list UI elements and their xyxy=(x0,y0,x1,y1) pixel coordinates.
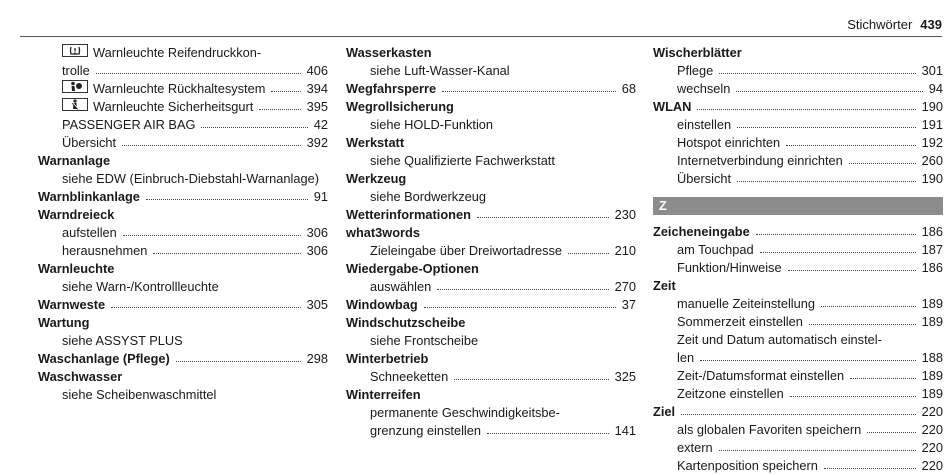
entry-text: Waschwasser xyxy=(38,369,123,384)
leader-dots xyxy=(719,440,916,451)
index-subentry xyxy=(38,134,328,152)
page-ref: 91 xyxy=(313,189,328,204)
index-subentry xyxy=(653,421,943,439)
page-ref: 191 xyxy=(921,117,943,132)
index-subentry xyxy=(346,368,636,386)
index-subentry xyxy=(653,349,943,367)
leader-dots xyxy=(786,135,915,146)
entry-text: Warnleuchte Sicherheitsgurt xyxy=(93,99,254,114)
leader-dots xyxy=(824,458,916,469)
entry-text: WLAN xyxy=(653,99,692,114)
entry-text: Warnleuchte Rückhaltesystem xyxy=(93,81,266,96)
entry-text: auswählen xyxy=(370,279,432,294)
page-ref: 189 xyxy=(921,314,943,329)
leader-dots xyxy=(681,404,916,415)
index-entry xyxy=(38,314,328,332)
leader-dots xyxy=(487,423,609,434)
index-entry xyxy=(653,277,943,295)
leader-dots xyxy=(271,81,300,92)
index-subentry xyxy=(38,224,328,242)
entry-text: siehe Luft-Wasser-Kanal xyxy=(370,63,510,78)
entry-text: als globalen Favoriten speichern xyxy=(677,422,862,437)
index-entry xyxy=(38,260,328,278)
index-subentry xyxy=(653,116,943,134)
index-entry xyxy=(346,296,636,314)
page-ref: 260 xyxy=(921,153,943,168)
entry-text: Funktion/Hinweise xyxy=(677,260,782,275)
page-ref: 190 xyxy=(921,171,943,186)
index-subentry xyxy=(38,80,328,98)
letter-divider-z: Z xyxy=(653,197,943,215)
entry-text: Warnanlage xyxy=(38,153,111,168)
entry-text: siehe Bordwerkzeug xyxy=(370,189,486,204)
entry-text: Zeit-/Datumsformat einstellen xyxy=(677,368,845,383)
index-entry xyxy=(346,80,636,98)
entry-text: Wasserkasten xyxy=(346,45,432,60)
entry-text: Waschanlage (Pflege) xyxy=(38,351,170,366)
leader-dots xyxy=(454,369,608,380)
entry-text: Winterbetrieb xyxy=(346,351,429,366)
entry-text: herausnehmen xyxy=(62,243,148,258)
index-subentry xyxy=(653,313,943,331)
index-entry xyxy=(38,152,328,170)
entry-text: Internetverbindung einrichten xyxy=(677,153,843,168)
leader-dots xyxy=(697,99,915,110)
page-ref: 230 xyxy=(614,207,636,222)
entry-text: Wischerblätter xyxy=(653,45,742,60)
index-subentry xyxy=(346,332,636,350)
entry-text: siehe Qualifizierte Fachwerkstatt xyxy=(370,153,555,168)
leader-dots xyxy=(259,99,300,110)
page-ref: 192 xyxy=(921,135,943,150)
page-ref: 394 xyxy=(306,81,328,96)
entry-text: Warnweste xyxy=(38,297,106,312)
index-subentry xyxy=(653,80,943,98)
leader-dots xyxy=(424,297,616,308)
entry-text: Zeit xyxy=(653,278,676,293)
index-entry xyxy=(38,296,328,314)
page-ref: 68 xyxy=(621,81,636,96)
index-subentry xyxy=(346,188,636,206)
page-ref: 210 xyxy=(614,243,636,258)
index-subentry xyxy=(346,422,636,440)
index-entry xyxy=(346,170,636,188)
entry-text: Windowbag xyxy=(346,297,418,312)
index-subentry xyxy=(653,62,943,80)
index-subentry xyxy=(346,152,636,170)
page-ref: 220 xyxy=(921,458,943,473)
index-entry xyxy=(346,134,636,152)
seatbelt-icon xyxy=(62,98,88,111)
index-subentry xyxy=(38,242,328,260)
page-ref: 220 xyxy=(921,404,943,419)
leader-dots xyxy=(96,63,301,74)
entry-text: Warnblinkanlage xyxy=(38,189,140,204)
index-subentry xyxy=(346,404,636,422)
index-entry xyxy=(346,206,636,224)
page-ref: 392 xyxy=(306,135,328,150)
entry-text: Schneeketten xyxy=(370,369,449,384)
leader-dots xyxy=(719,63,915,74)
index-subentry xyxy=(653,385,943,403)
page-ref: 298 xyxy=(306,351,328,366)
leader-dots xyxy=(477,207,609,218)
entry-text: Werkstatt xyxy=(346,135,405,150)
leader-dots xyxy=(111,297,301,308)
index-entry xyxy=(38,188,328,206)
index-column-2 xyxy=(346,44,636,440)
leader-dots xyxy=(850,368,916,379)
entry-text: extern xyxy=(677,440,713,455)
index-list-z xyxy=(653,223,943,475)
page-ref: 189 xyxy=(921,368,943,383)
index-subentry xyxy=(653,367,943,385)
entry-text: Pflege xyxy=(677,63,714,78)
index-subentry xyxy=(653,331,943,349)
page-ref: 189 xyxy=(921,386,943,401)
index-subentry xyxy=(38,62,328,80)
page-ref: 186 xyxy=(921,260,943,275)
page-ref: 325 xyxy=(614,369,636,384)
page-ref: 189 xyxy=(921,296,943,311)
index-entry xyxy=(346,44,636,62)
leader-dots xyxy=(756,224,916,235)
page-ref: 306 xyxy=(306,225,328,240)
entry-text: siehe HOLD-Funktion xyxy=(370,117,494,132)
page-header xyxy=(20,12,942,37)
index-entry xyxy=(653,403,943,421)
index-subentry xyxy=(653,457,943,475)
index-entry xyxy=(346,314,636,332)
entry-text: Windschutzscheibe xyxy=(346,315,466,330)
index-subentry xyxy=(346,242,636,260)
leader-dots xyxy=(849,153,916,164)
index-subentry xyxy=(38,278,328,296)
index-subentry xyxy=(653,439,943,457)
index-entry xyxy=(38,368,328,386)
entry-text: Wiedergabe-Optionen xyxy=(346,261,479,276)
entry-text: siehe Warn-/Kontrollleuchte xyxy=(62,279,219,294)
entry-text: Warndreieck xyxy=(38,207,115,222)
entry-text: Warnleuchte Reifendruckkon- xyxy=(93,45,262,60)
index-subentry xyxy=(38,170,328,188)
index-subentry xyxy=(653,241,943,259)
index-subentry xyxy=(653,152,943,170)
page-ref: 141 xyxy=(614,423,636,438)
entry-text: siehe Frontscheibe xyxy=(370,333,479,348)
index-subentry xyxy=(653,134,943,152)
entry-text: Wartung xyxy=(38,315,90,330)
leader-dots xyxy=(700,350,916,361)
entry-text: Ziel xyxy=(653,404,676,419)
leader-dots xyxy=(123,225,301,236)
page-ref: 186 xyxy=(921,224,943,239)
index-entry xyxy=(653,98,943,116)
entry-text: Zeit und Datum automatisch einstel- xyxy=(677,332,882,347)
leader-dots xyxy=(760,242,916,253)
index-entry xyxy=(38,206,328,224)
page-ref: 301 xyxy=(921,63,943,78)
index-subentry xyxy=(653,170,943,188)
leader-dots xyxy=(201,117,307,128)
entry-text: Hotspot einrichten xyxy=(677,135,781,150)
index-subentry xyxy=(38,386,328,404)
leader-dots xyxy=(146,189,308,200)
index-entry xyxy=(346,98,636,116)
leader-dots xyxy=(821,296,916,307)
index-entry xyxy=(653,44,943,62)
page-ref: 406 xyxy=(306,63,328,78)
leader-dots xyxy=(737,171,916,182)
index-subentry xyxy=(653,295,943,313)
index-subentry xyxy=(346,116,636,134)
index-subentry xyxy=(653,259,943,277)
entry-text: wechseln xyxy=(677,81,731,96)
page-ref: 37 xyxy=(621,297,636,312)
leader-dots xyxy=(437,279,608,290)
entry-text: Warnleuchte xyxy=(38,261,115,276)
entry-text: grenzung einstellen xyxy=(370,423,481,438)
page-ref: 190 xyxy=(921,99,943,114)
entry-text: Kartenposition speichern xyxy=(677,458,818,473)
page-ref: 270 xyxy=(614,279,636,294)
leader-dots xyxy=(737,117,916,128)
index-subentry xyxy=(38,116,328,134)
leader-dots xyxy=(153,243,300,254)
page-ref: 42 xyxy=(313,117,328,132)
entry-text: Zieleingabe über Dreiwortadresse xyxy=(370,243,563,258)
leader-dots xyxy=(788,260,916,271)
index-column-3 xyxy=(653,44,943,475)
entry-text: siehe Scheibenwaschmittel xyxy=(62,387,217,402)
index-entry xyxy=(653,223,943,241)
section-title: Stichwörter xyxy=(847,16,913,32)
leader-dots xyxy=(568,243,609,254)
entry-text: len xyxy=(677,350,695,365)
entry-text: Wegrollsicherung xyxy=(346,99,454,114)
page-number: 439 xyxy=(920,16,942,32)
page-ref: 220 xyxy=(921,422,943,437)
leader-dots xyxy=(809,314,916,325)
tire-pressure-icon xyxy=(62,44,88,57)
entry-text: Werkzeug xyxy=(346,171,407,186)
entry-text: permanente Geschwindigkeitsbe- xyxy=(370,405,560,420)
page-ref: 187 xyxy=(921,242,943,257)
index-entry xyxy=(346,260,636,278)
airbag-icon xyxy=(62,80,88,93)
entry-text: Wetterinformationen xyxy=(346,207,471,222)
index-subentry xyxy=(38,332,328,350)
entry-text: siehe ASSYST PLUS xyxy=(62,333,183,348)
index-entry xyxy=(346,350,636,368)
entry-text: Zeitzone einstellen xyxy=(677,386,784,401)
entry-text: Zeicheneingabe xyxy=(653,224,750,239)
entry-text: PASSENGER AIR BAG xyxy=(62,117,196,132)
index-subentry xyxy=(38,44,328,62)
entry-text: siehe EDW (Einbruch-Diebstahl-Warnanlage) xyxy=(62,171,319,186)
leader-dots xyxy=(736,81,922,92)
page-ref: 395 xyxy=(306,99,328,114)
page-ref: 306 xyxy=(306,243,328,258)
entry-text: am Touchpad xyxy=(677,242,754,257)
leader-dots xyxy=(442,81,616,92)
page-ref: 305 xyxy=(306,297,328,312)
leader-dots xyxy=(176,351,301,362)
index-subentry xyxy=(346,278,636,296)
entry-text: manuelle Zeiteinstellung xyxy=(677,296,816,311)
entry-text: einstellen xyxy=(677,117,732,132)
index-subentry xyxy=(38,98,328,116)
entry-text: what3words xyxy=(346,225,420,240)
leader-dots xyxy=(122,135,301,146)
index-entry xyxy=(38,350,328,368)
entry-text: Wegfahrsperre xyxy=(346,81,437,96)
page-ref: 220 xyxy=(921,440,943,455)
entry-text: Übersicht xyxy=(677,171,732,186)
index-subentry xyxy=(346,62,636,80)
entry-text: trolle xyxy=(62,63,90,78)
entry-text: aufstellen xyxy=(62,225,117,240)
page-ref: 188 xyxy=(921,350,943,365)
entry-text: Winterreifen xyxy=(346,387,421,402)
index-entry xyxy=(346,386,636,404)
leader-dots xyxy=(790,386,916,397)
page-ref: 94 xyxy=(928,81,943,96)
entry-text: Sommerzeit einstellen xyxy=(677,314,803,329)
index-entry xyxy=(346,224,636,242)
entry-text: Übersicht xyxy=(62,135,117,150)
index-list-w xyxy=(653,44,943,188)
leader-dots xyxy=(867,422,915,433)
index-column-1 xyxy=(38,44,328,404)
